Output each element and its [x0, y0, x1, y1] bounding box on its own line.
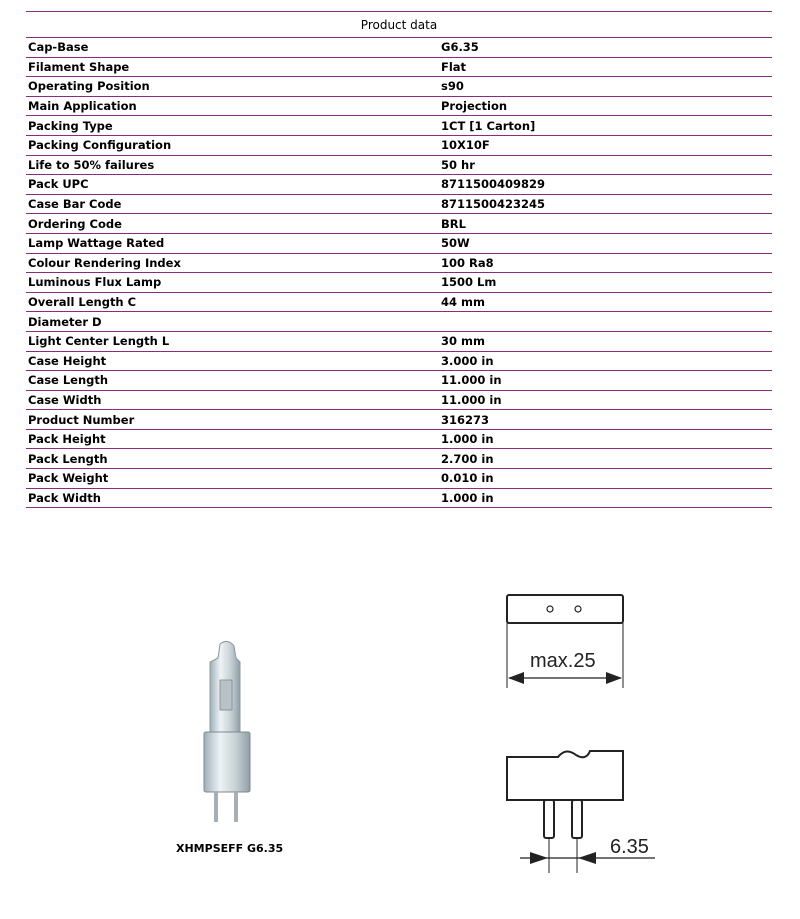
row-label: Case Width — [28, 392, 102, 407]
lamp-photo — [190, 640, 265, 830]
row-value: 10X10F — [441, 138, 490, 153]
row-value: Flat — [441, 59, 467, 74]
table-row — [26, 116, 772, 136]
row-label: Pack Width — [28, 490, 101, 505]
table-row — [26, 293, 772, 313]
row-label: Lamp Wattage Rated — [28, 236, 165, 251]
row-label: Life to 50% failures — [28, 157, 155, 172]
top-view-diagram — [500, 590, 635, 690]
row-label: Overall Length C — [28, 295, 137, 310]
row-value: 100 Ra8 — [441, 255, 494, 270]
row-label: Luminous Flux Lamp — [28, 275, 162, 290]
table-row — [26, 352, 772, 372]
row-value: 1500 Lm — [441, 275, 497, 290]
table-row — [26, 371, 772, 391]
table-row — [26, 58, 772, 78]
row-value: 3.000 in — [441, 353, 494, 368]
row-value: Projection — [441, 99, 508, 114]
row-label: Diameter D — [28, 314, 102, 329]
row-label: Main Application — [28, 99, 137, 114]
table-row — [26, 469, 772, 489]
table-row — [26, 214, 772, 234]
row-value: 50W — [441, 236, 470, 251]
table-row — [26, 97, 772, 117]
row-value: 44 mm — [441, 295, 485, 310]
table-row — [26, 391, 772, 411]
product-caption: XHMPSEFF G6.35 — [176, 842, 284, 855]
row-value: 11.000 in — [441, 392, 502, 407]
table-row — [26, 489, 772, 509]
table-body — [26, 38, 772, 508]
table-row — [26, 273, 772, 293]
table-row — [26, 332, 772, 352]
row-value: 1.000 in — [441, 432, 494, 447]
table-row — [26, 254, 772, 274]
row-label: Packing Configuration — [28, 138, 172, 153]
row-value: 8711500423245 — [441, 197, 546, 212]
table-title: Product data — [26, 11, 772, 38]
row-value: 1CT [1 Carton] — [441, 118, 536, 133]
row-label: Packing Type — [28, 118, 113, 133]
table-row — [26, 430, 772, 450]
row-label: Pack UPC — [28, 177, 89, 192]
row-label: Case Height — [28, 353, 107, 368]
product-data-table — [26, 11, 772, 508]
row-value: 8711500409829 — [441, 177, 546, 192]
row-label: Light Center Length L — [28, 334, 170, 349]
row-label: Pack Weight — [28, 471, 109, 486]
row-value: 11.000 in — [441, 373, 502, 388]
width-dimension-label: max.25 — [530, 650, 596, 672]
row-value: 30 mm — [441, 334, 485, 349]
row-value: 2.700 in — [441, 451, 494, 466]
row-label: Product Number — [28, 412, 135, 427]
table-row — [26, 156, 772, 176]
row-label: Cap-Base — [28, 40, 89, 55]
row-value: 316273 — [441, 412, 490, 427]
table-row — [26, 175, 772, 195]
row-label: Ordering Code — [28, 216, 122, 231]
row-value: BRL — [441, 216, 466, 231]
row-value: 1.000 in — [441, 490, 494, 505]
table-row — [26, 410, 772, 430]
table-row — [26, 38, 772, 58]
row-value: 0.010 in — [441, 471, 494, 486]
side-view-diagram — [500, 745, 665, 875]
row-value: s90 — [441, 79, 464, 94]
row-label: Case Bar Code — [28, 197, 122, 212]
pin-spacing-label: 6.35 — [610, 836, 649, 858]
row-label: Case Length — [28, 373, 109, 388]
table-row — [26, 195, 772, 215]
row-value: G6.35 — [441, 40, 479, 55]
table-row — [26, 77, 772, 97]
row-label: Filament Shape — [28, 59, 130, 74]
row-label: Pack Length — [28, 451, 108, 466]
row-label: Pack Height — [28, 432, 106, 447]
table-row — [26, 312, 772, 332]
row-label: Colour Rendering Index — [28, 255, 181, 270]
table-row — [26, 449, 772, 469]
table-row — [26, 234, 772, 254]
table-row — [26, 136, 772, 156]
row-label: Operating Position — [28, 79, 150, 94]
row-value: 50 hr — [441, 157, 475, 172]
